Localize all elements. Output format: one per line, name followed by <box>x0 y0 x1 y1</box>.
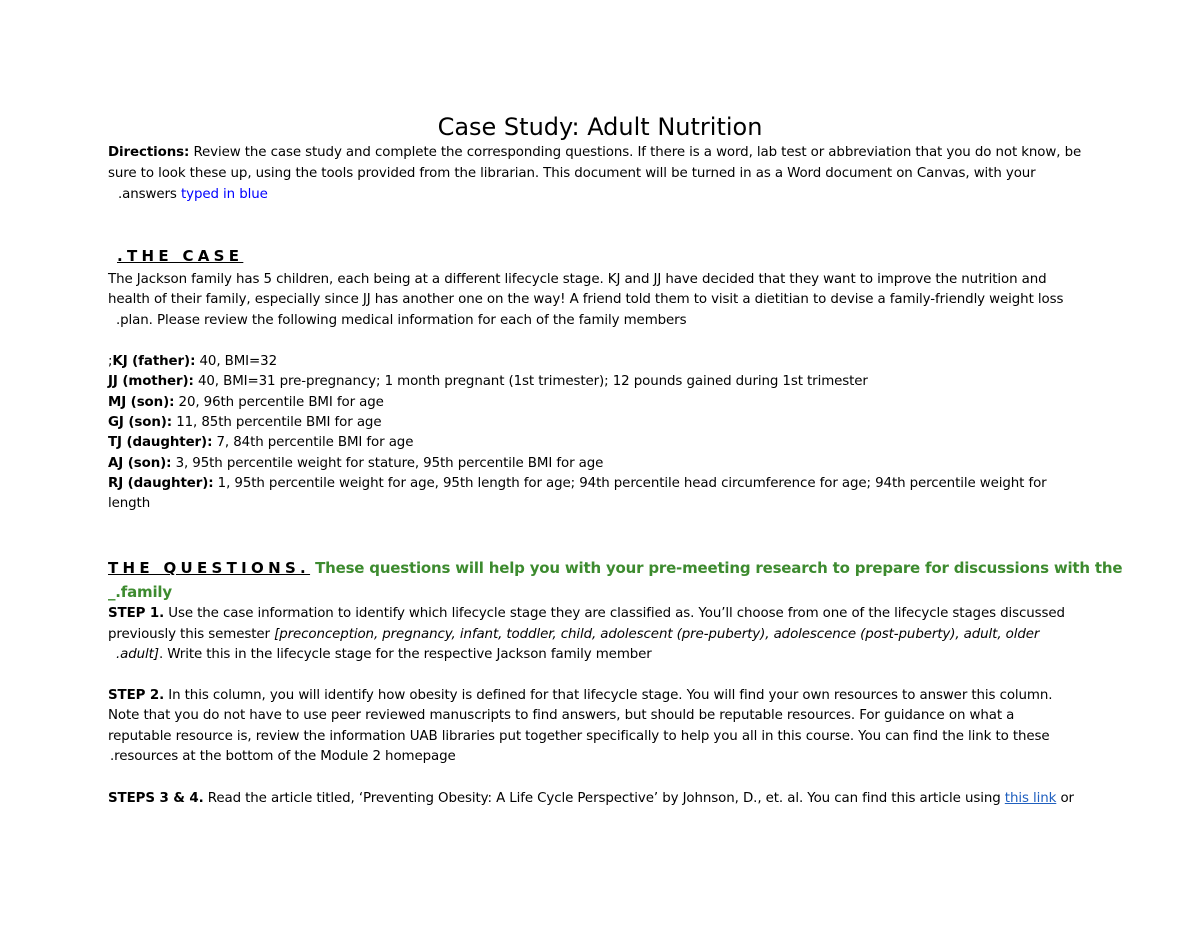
directions-line-2: sure to look these up, using the tools provided from the librarian. This document will be turned in as a Word document on Canvas, with your <box>108 166 1036 181</box>
member-jj: JJ (mother): 40, BMI=31 pre-pregnancy; 1 month pregnant (1st trimester); 12 pounds gained during 1st trimester <box>108 374 868 389</box>
member-aj: AJ (son): 3, 95th percentile weight for stature, 95th percentile BMI for age <box>108 456 604 471</box>
step1-line-3: .adult]. Write this in the lifecycle stage for the respective Jackson family member <box>116 647 652 662</box>
article-link[interactable]: this link <box>1004 791 1057 806</box>
directions-line-3: .answers typed in blue <box>118 187 268 202</box>
questions-subtitle-end: _.family <box>108 583 172 601</box>
step2-label: STEP 2. <box>108 688 165 703</box>
step1-line-2: previously this semester [preconception, pregnancy, infant, toddler, child, adolescent (pre-puberty), adolescence (post-puberty), adult, older <box>108 627 1040 642</box>
member-tj: TJ (daughter): 7, 84th percentile BMI for age <box>108 435 414 450</box>
member-rj: RJ (daughter): 1, 95th percentile weight for age, 95th length for age; 94th percentile head circumference for age; 94th percentile weight for <box>108 476 1047 491</box>
step2-line-3: reputable resource is, review the information UAB libraries put together specifically to help you all in this course. You can find the link to these <box>108 729 1050 744</box>
step2-line-2: Note that you do not have to use peer reviewed manuscripts to find answers, but should be reputable resources. For guidance on what a <box>108 708 1015 723</box>
step2-line-1: STEP 2. In this column, you will identify how obesity is defined for that lifecycle stage. You will find your own resources to answer this column. <box>108 688 1053 703</box>
step1-line-1: STEP 1. Use the case information to identify which lifecycle stage they are classified as. You’ll choose from one of the lifecycle stages discussed <box>108 606 1065 621</box>
case-para-line-1: The Jackson family has 5 children, each being at a different lifecycle stage. KJ and JJ have decided that they want to improve the nutrition and <box>108 272 1047 287</box>
directions-label: Directions: <box>108 145 190 160</box>
member-mj: MJ (son): 20, 96th percentile BMI for age <box>108 395 384 410</box>
step2-line-4: .resources at the bottom of the Module 2 homepage <box>110 749 456 764</box>
step1-label: STEP 1. <box>108 606 165 621</box>
member-gj: GJ (son): 11, 85th percentile BMI for age <box>108 415 382 430</box>
case-heading: .THE CASE <box>117 247 244 265</box>
case-para-line-3: .plan. Please review the following medical information for each of the family members <box>116 313 687 328</box>
questions-heading: THE QUESTIONS. These questions will help you with your pre-meeting research to prepare for discussions with the <box>108 559 1123 577</box>
steps34-line: STEPS 3 & 4. Read the article titled, ‘Preventing Obesity: A Life Cycle Perspective’ by Johnson, D., et. al. You can find this article using this link or <box>108 791 1074 806</box>
questions-subtitle: These questions will help you with your pre-meeting research to prepare for discussions with the <box>310 559 1123 577</box>
member-rj-wrap: length <box>108 496 151 511</box>
steps34-label: STEPS 3 & 4. <box>108 791 204 806</box>
typed-in-blue-text: typed in blue <box>180 187 268 202</box>
directions-line-1: Directions: Review the case study and complete the corresponding questions. If there is a word, lab test or abbreviation that you do not know, be <box>108 145 1082 160</box>
case-para-line-2: health of their family, especially since JJ has another one on the way! A friend told them to visit a dietitian to devise a family-friendly weight loss <box>108 292 1064 307</box>
member-kj: ;KJ (father): 40, BMI=32 <box>108 354 277 369</box>
page-title: Case Study: Adult Nutrition <box>437 113 763 141</box>
